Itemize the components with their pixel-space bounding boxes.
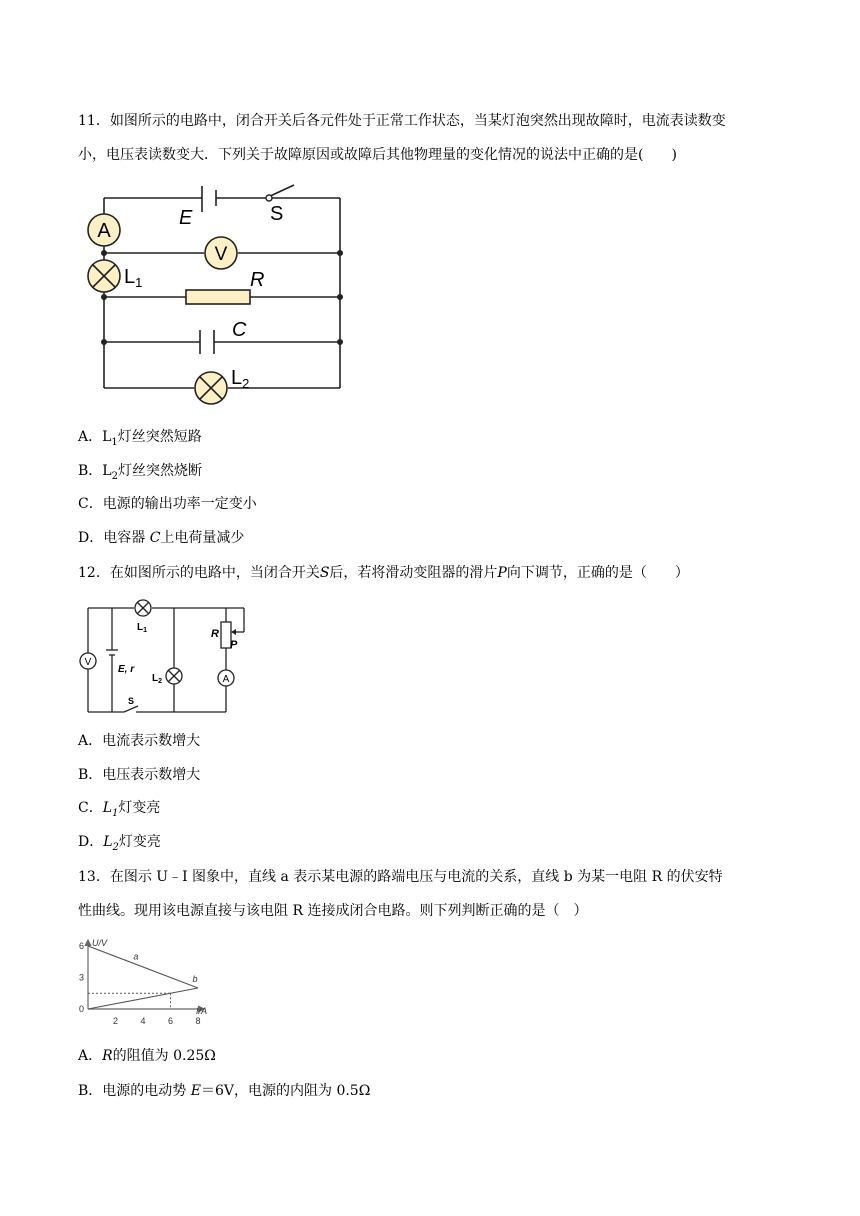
voltmeter-label: V [84,657,92,668]
x-tick-label: 6 [167,1016,174,1026]
r-label: R [211,628,219,640]
lamp-l2-icon [195,372,227,404]
l1-label: $L_1$ [137,622,148,634]
er-label: E, r [118,664,135,675]
q13-option-a: A．R的阻值为 0.25Ω [78,1048,216,1064]
q12-option-d: D．$L_2$灯变亮 [78,834,161,853]
q11-option-a: A．$L_1$灯丝突然短路 [78,429,202,448]
p-label: P [230,639,238,651]
q11-stem-line1: 11．如图所示的电路中，闭合开关后各元件处于正常工作状态，当某灯泡突然出现故障时，电流表读数变 [78,113,726,129]
l1-label: $L_1$ [124,266,143,290]
r-label: R [250,269,265,291]
lamp-l1-icon [88,260,120,292]
q12-option-c: C．$L_1$灯变亮 [78,800,161,819]
q12-option-b: B．电压表示数增大 [78,767,201,783]
q11-option-b: B．$L_2$灯丝突然烧断 [78,463,202,482]
y-tick-label: 0 [79,1004,85,1014]
q13-stem-line2: 性曲线。现用该电源直接与该电阻 R 连接成闭合电路。则下列判断正确的是（ ） [78,903,588,919]
q11-circuit-diagram [82,178,354,408]
series-line-a [88,946,198,988]
ammeter-label: A [222,674,230,685]
x-tick-label: 4 [140,1016,146,1026]
q11-option-c: C．电源的输出功率一定变小 [78,496,257,512]
s-label: S [128,696,135,706]
series-line-b [88,988,198,1009]
q12-circuit-diagram [78,598,248,720]
lamp-l2-icon [166,668,182,684]
q13-ui-chart [76,936,226,1028]
series-label-a: a [133,951,139,962]
y-axis-label: U/V [92,938,108,948]
q13-stem-line1: 13．在图示 U﹣I 图象中，直线 a 表示某电源的路端电压与电流的关系，直线 b 为某一电阻 R 的伏安特 [78,869,723,885]
y-tick-label: 6 [79,941,85,951]
voltmeter-label: V [214,244,228,265]
lamp-l1-icon [135,600,151,616]
resistor-r-icon [186,290,250,304]
q13-option-b: B．电源的电动势 E＝6V，电源的内阻为 0.5Ω [78,1083,371,1099]
s-label: S [270,203,284,225]
q12-option-a: A．电流表示数增大 [78,733,201,749]
c-label: C [232,319,247,341]
q12-stem: 12．在如图所示的电路中，当闭合开关S后，若将滑动变阻器的滑片P向下调节，正确的是（ ） [78,565,689,581]
e-label: E [179,207,193,229]
x-axis-label: I/A [196,1006,208,1016]
ammeter-label: A [97,220,111,242]
x-tick-label: 2 [112,1016,119,1026]
l2-label: $L_2$ [152,673,163,685]
x-tick-label: 8 [195,1016,201,1026]
q11-stem-line2: 小，电压表读数变大．下列关于故障原因或故障后其他物理量的变化情况的说法中正确的是( ) [78,147,677,163]
q11-option-d: D．电容器 C上电荷量减少 [78,530,245,546]
series-label-b: b [192,973,198,984]
l2-label: $L_2$ [231,367,250,391]
y-tick-label: 3 [79,972,85,983]
